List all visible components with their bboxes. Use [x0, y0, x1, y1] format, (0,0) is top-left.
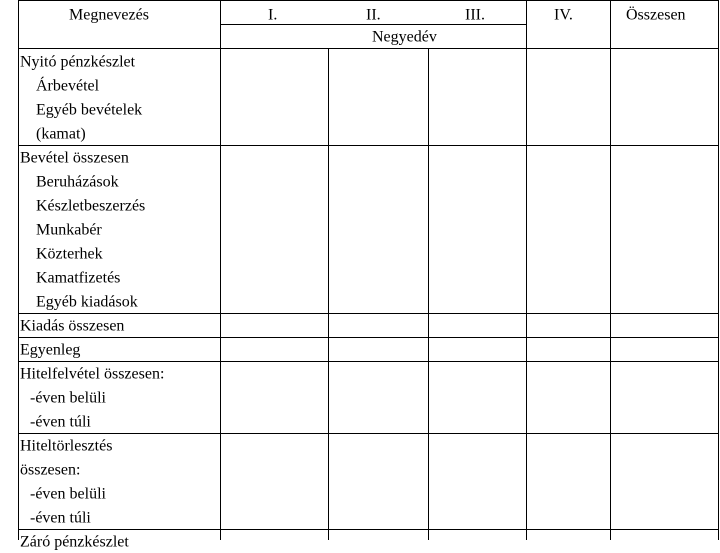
- grid-line: [18, 433, 719, 434]
- row-label: Hiteltörlesztés: [20, 436, 113, 454]
- row-label: Árbevétel: [36, 76, 100, 94]
- row-label: Közterhek: [36, 244, 103, 262]
- row-label: Nyitó pénzkészlet: [20, 52, 136, 70]
- header-quarter-2: II.: [366, 5, 381, 23]
- header-quarter-label: Negyedév: [372, 27, 437, 45]
- header-quarter-1: I.: [268, 5, 278, 23]
- grid-line: [220, 0, 221, 540]
- grid-line: [328, 48, 329, 540]
- grid-line: [428, 48, 429, 540]
- row-label: -éven túli: [30, 412, 91, 430]
- row-label: -éven belüli: [30, 388, 106, 406]
- row-label: Egyéb bevételek: [36, 100, 143, 118]
- header-quarter-3: III.: [465, 5, 485, 23]
- row-label: Egyenleg: [20, 340, 81, 358]
- grid-line: [18, 0, 719, 1]
- grid-line: [18, 337, 719, 338]
- row-label: Hitelfelvétel összesen:: [20, 364, 165, 382]
- header-total: Összesen: [626, 5, 686, 23]
- grid-line: [718, 0, 719, 540]
- row-label: Készletbeszerzés: [36, 196, 146, 214]
- row-label: Kiadás összesen: [20, 316, 125, 334]
- row-label: Bevétel összesen: [20, 148, 129, 166]
- row-label: összesen:: [20, 460, 81, 478]
- row-label: -éven belüli: [30, 484, 106, 502]
- row-label: Munkabér: [36, 220, 102, 238]
- header-name: Megnevezés: [69, 5, 149, 23]
- grid-line: [18, 0, 19, 540]
- row-label: Kamatfizetés: [36, 268, 121, 286]
- grid-line: [526, 0, 527, 540]
- grid-line: [610, 0, 611, 540]
- header-quarter-4: IV.: [554, 5, 573, 23]
- row-label: (kamat): [36, 124, 86, 142]
- row-label: Beruházások: [36, 172, 119, 190]
- row-label: -éven túli: [30, 508, 91, 526]
- row-label: Egyéb kiadások: [36, 292, 138, 310]
- row-label: Záró pénzkészlet: [20, 532, 129, 550]
